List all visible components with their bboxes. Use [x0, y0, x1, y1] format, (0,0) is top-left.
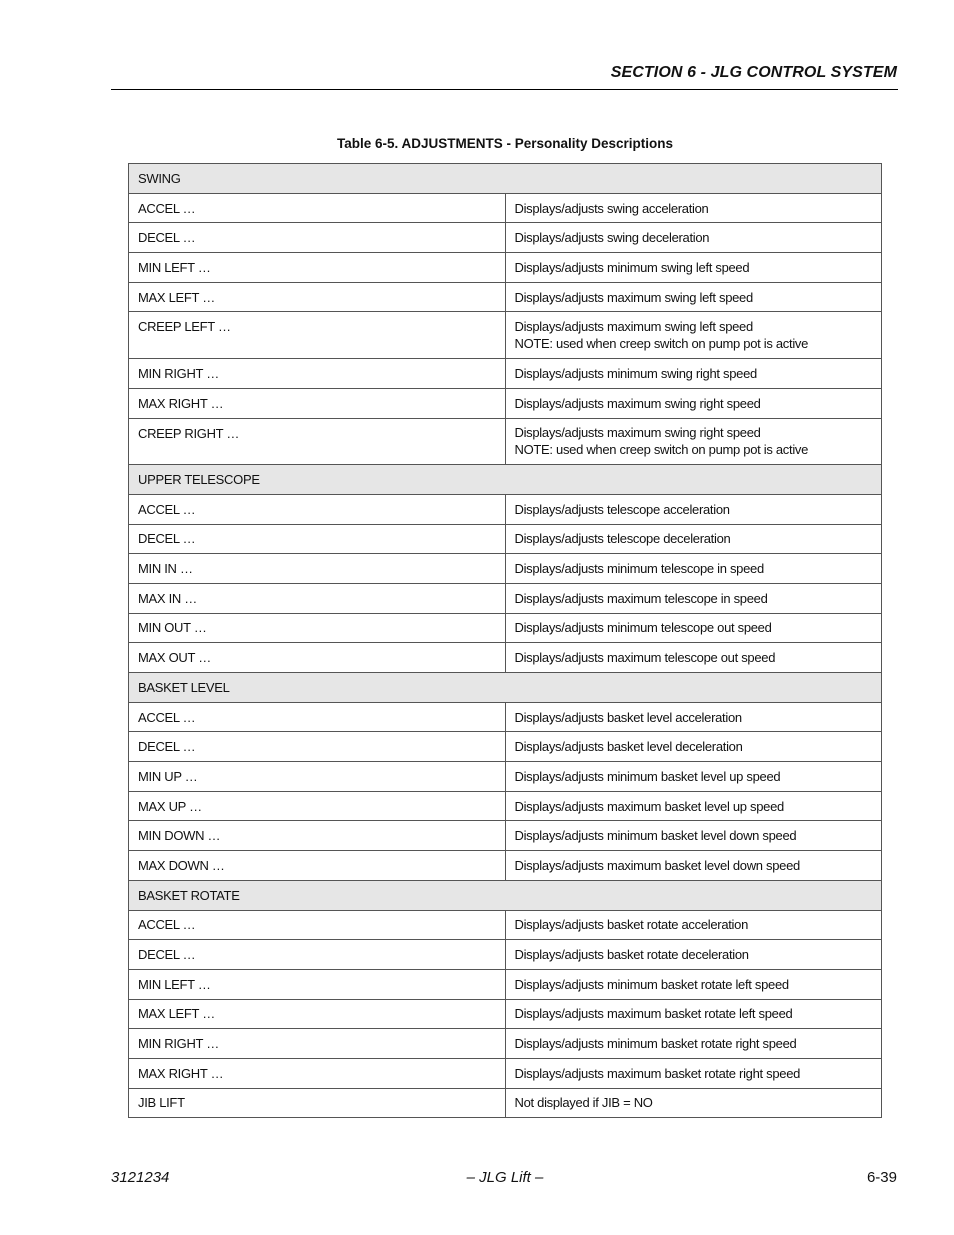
- parameter-cell: MAX LEFT …: [129, 999, 506, 1029]
- parameter-cell: ACCEL …: [129, 494, 506, 524]
- description-text: Displays/adjusts minimum telescope in speed: [514, 561, 764, 577]
- description-cell: [505, 554, 882, 584]
- parameter-cell: CREEP RIGHT …: [129, 418, 506, 465]
- description-text: Displays/adjusts maximum swing left speed: [514, 319, 753, 335]
- description-text: Displays/adjusts minimum basket rotate left speed: [514, 976, 789, 992]
- table-row: [129, 193, 882, 223]
- table-row: [129, 253, 882, 283]
- description-cell: [505, 312, 882, 359]
- description-cell: [505, 762, 882, 792]
- table-row: [129, 821, 882, 851]
- description-text: Displays/adjusts swing acceleration: [514, 200, 709, 216]
- table-row: [129, 969, 882, 999]
- parameter-cell: MIN IN …: [129, 554, 506, 584]
- description-cell: [505, 1088, 882, 1118]
- description-cell: [505, 1058, 882, 1088]
- description-text: Displays/adjusts basket rotate acceleration: [514, 917, 749, 933]
- parameter-cell: MAX UP …: [129, 791, 506, 821]
- table-group-row: [129, 465, 882, 495]
- description-text: Displays/adjusts minimum swing right speed: [514, 365, 757, 381]
- personality-table: [128, 163, 882, 1118]
- table-row: [129, 1058, 882, 1088]
- section-header: SECTION 6 - JLG CONTROL SYSTEM: [610, 64, 897, 81]
- description-cell: [505, 524, 882, 554]
- parameter-cell: ACCEL …: [129, 702, 506, 732]
- description-cell: [505, 388, 882, 418]
- parameter-cell: MIN LEFT …: [129, 253, 506, 283]
- description-text: Displays/adjusts minimum telescope out speed: [514, 620, 772, 636]
- table-row: [129, 643, 882, 673]
- description-cell: [505, 282, 882, 312]
- table-row: [129, 418, 882, 465]
- table-row: [129, 312, 882, 359]
- table-row: [129, 524, 882, 554]
- description-cell: [505, 940, 882, 970]
- description-text: Displays/adjusts basket level deceleration: [514, 739, 743, 755]
- parameter-cell: MIN RIGHT …: [129, 1029, 506, 1059]
- description-note: NOTE: used when creep switch on pump pot is active: [514, 336, 809, 352]
- description-cell: [505, 253, 882, 283]
- parameter-cell: MIN OUT …: [129, 613, 506, 643]
- table-row: [129, 1029, 882, 1059]
- description-cell: [505, 732, 882, 762]
- parameter-cell: MAX LEFT …: [129, 282, 506, 312]
- parameter-cell: DECEL …: [129, 732, 506, 762]
- table-row: [129, 494, 882, 524]
- description-cell: [505, 999, 882, 1029]
- description-cell: [505, 193, 882, 223]
- footer-center: – JLG Lift –: [466, 1169, 544, 1186]
- table-row: [129, 702, 882, 732]
- table-row: [129, 388, 882, 418]
- parameter-cell: DECEL …: [129, 524, 506, 554]
- description-text: Displays/adjusts maximum swing right speed: [514, 425, 761, 441]
- table-row: [129, 359, 882, 389]
- description-cell: [505, 969, 882, 999]
- table-body: [129, 164, 882, 1118]
- description-text: Displays/adjusts maximum telescope out speed: [514, 650, 776, 666]
- table-row: [129, 223, 882, 253]
- description-text: Displays/adjusts maximum swing left speed: [514, 289, 753, 305]
- description-text: Not displayed if JIB = NO: [514, 1095, 653, 1111]
- table-row: [129, 910, 882, 940]
- group-label: BASKET LEVEL: [129, 673, 882, 703]
- description-text: Displays/adjusts minimum basket level down speed: [514, 828, 797, 844]
- table-row: [129, 583, 882, 613]
- description-cell: [505, 791, 882, 821]
- table-row: [129, 851, 882, 881]
- parameter-cell: MAX DOWN …: [129, 851, 506, 881]
- description-text: Displays/adjusts maximum basket level down speed: [514, 857, 800, 873]
- description-text: Displays/adjusts maximum basket level up speed: [514, 798, 784, 814]
- description-text: Displays/adjusts maximum swing right speed: [514, 395, 761, 411]
- description-cell: [505, 418, 882, 465]
- parameter-cell: MAX IN …: [129, 583, 506, 613]
- description-cell: [505, 910, 882, 940]
- description-cell: [505, 702, 882, 732]
- description-text: Displays/adjusts telescope deceleration: [514, 531, 731, 547]
- parameter-cell: MIN LEFT …: [129, 969, 506, 999]
- description-cell: [505, 583, 882, 613]
- parameter-cell: DECEL …: [129, 223, 506, 253]
- footer-doc-number: 3121234: [111, 1169, 170, 1186]
- parameter-cell: MAX OUT …: [129, 643, 506, 673]
- group-label: SWING: [129, 164, 882, 194]
- description-text: Displays/adjusts minimum basket rotate right speed: [514, 1036, 797, 1052]
- parameter-cell: MIN DOWN …: [129, 821, 506, 851]
- description-text: Displays/adjusts maximum basket rotate left speed: [514, 1006, 793, 1022]
- description-text: Displays/adjusts telescope acceleration: [514, 501, 730, 517]
- header-rule: [111, 89, 898, 90]
- parameter-cell: DECEL …: [129, 940, 506, 970]
- table-group-row: [129, 673, 882, 703]
- footer-page-number: 6-39: [866, 1169, 897, 1186]
- table-row: [129, 613, 882, 643]
- table-row: [129, 791, 882, 821]
- group-label: BASKET ROTATE: [129, 880, 882, 910]
- parameter-cell: JIB LIFT: [129, 1088, 506, 1118]
- description-cell: [505, 223, 882, 253]
- description-cell: [505, 613, 882, 643]
- parameter-cell: ACCEL …: [129, 193, 506, 223]
- table-row: [129, 940, 882, 970]
- description-text: Displays/adjusts basket rotate deceleration: [514, 947, 749, 963]
- description-text: Displays/adjusts minimum basket level up speed: [514, 768, 781, 784]
- table-row: [129, 999, 882, 1029]
- table-row: [129, 1088, 882, 1118]
- description-text: Displays/adjusts minimum swing left speed: [514, 259, 750, 275]
- parameter-cell: MAX RIGHT …: [129, 1058, 506, 1088]
- table-row: [129, 554, 882, 584]
- table-row: [129, 732, 882, 762]
- description-cell: [505, 851, 882, 881]
- description-note: NOTE: used when creep switch on pump pot is active: [514, 442, 809, 458]
- table-row: [129, 282, 882, 312]
- table-title: Table 6-5. ADJUSTMENTS - Personality Descriptions: [336, 136, 674, 151]
- table-group-row: [129, 164, 882, 194]
- description-cell: [505, 359, 882, 389]
- description-cell: [505, 1029, 882, 1059]
- description-text: Displays/adjusts swing deceleration: [514, 230, 710, 246]
- description-cell: [505, 494, 882, 524]
- description-cell: [505, 821, 882, 851]
- parameter-cell: MIN RIGHT …: [129, 359, 506, 389]
- description-text: Displays/adjusts maximum basket rotate right speed: [514, 1065, 801, 1081]
- group-label: UPPER TELESCOPE: [129, 465, 882, 495]
- description-text: Displays/adjusts basket level acceleration: [514, 709, 742, 725]
- parameter-cell: CREEP LEFT …: [129, 312, 506, 359]
- table-group-row: [129, 880, 882, 910]
- table-row: [129, 762, 882, 792]
- description-text: Displays/adjusts maximum telescope in speed: [514, 590, 768, 606]
- parameter-cell: ACCEL …: [129, 910, 506, 940]
- description-cell: [505, 643, 882, 673]
- parameter-cell: MAX RIGHT …: [129, 388, 506, 418]
- parameter-cell: MIN UP …: [129, 762, 506, 792]
